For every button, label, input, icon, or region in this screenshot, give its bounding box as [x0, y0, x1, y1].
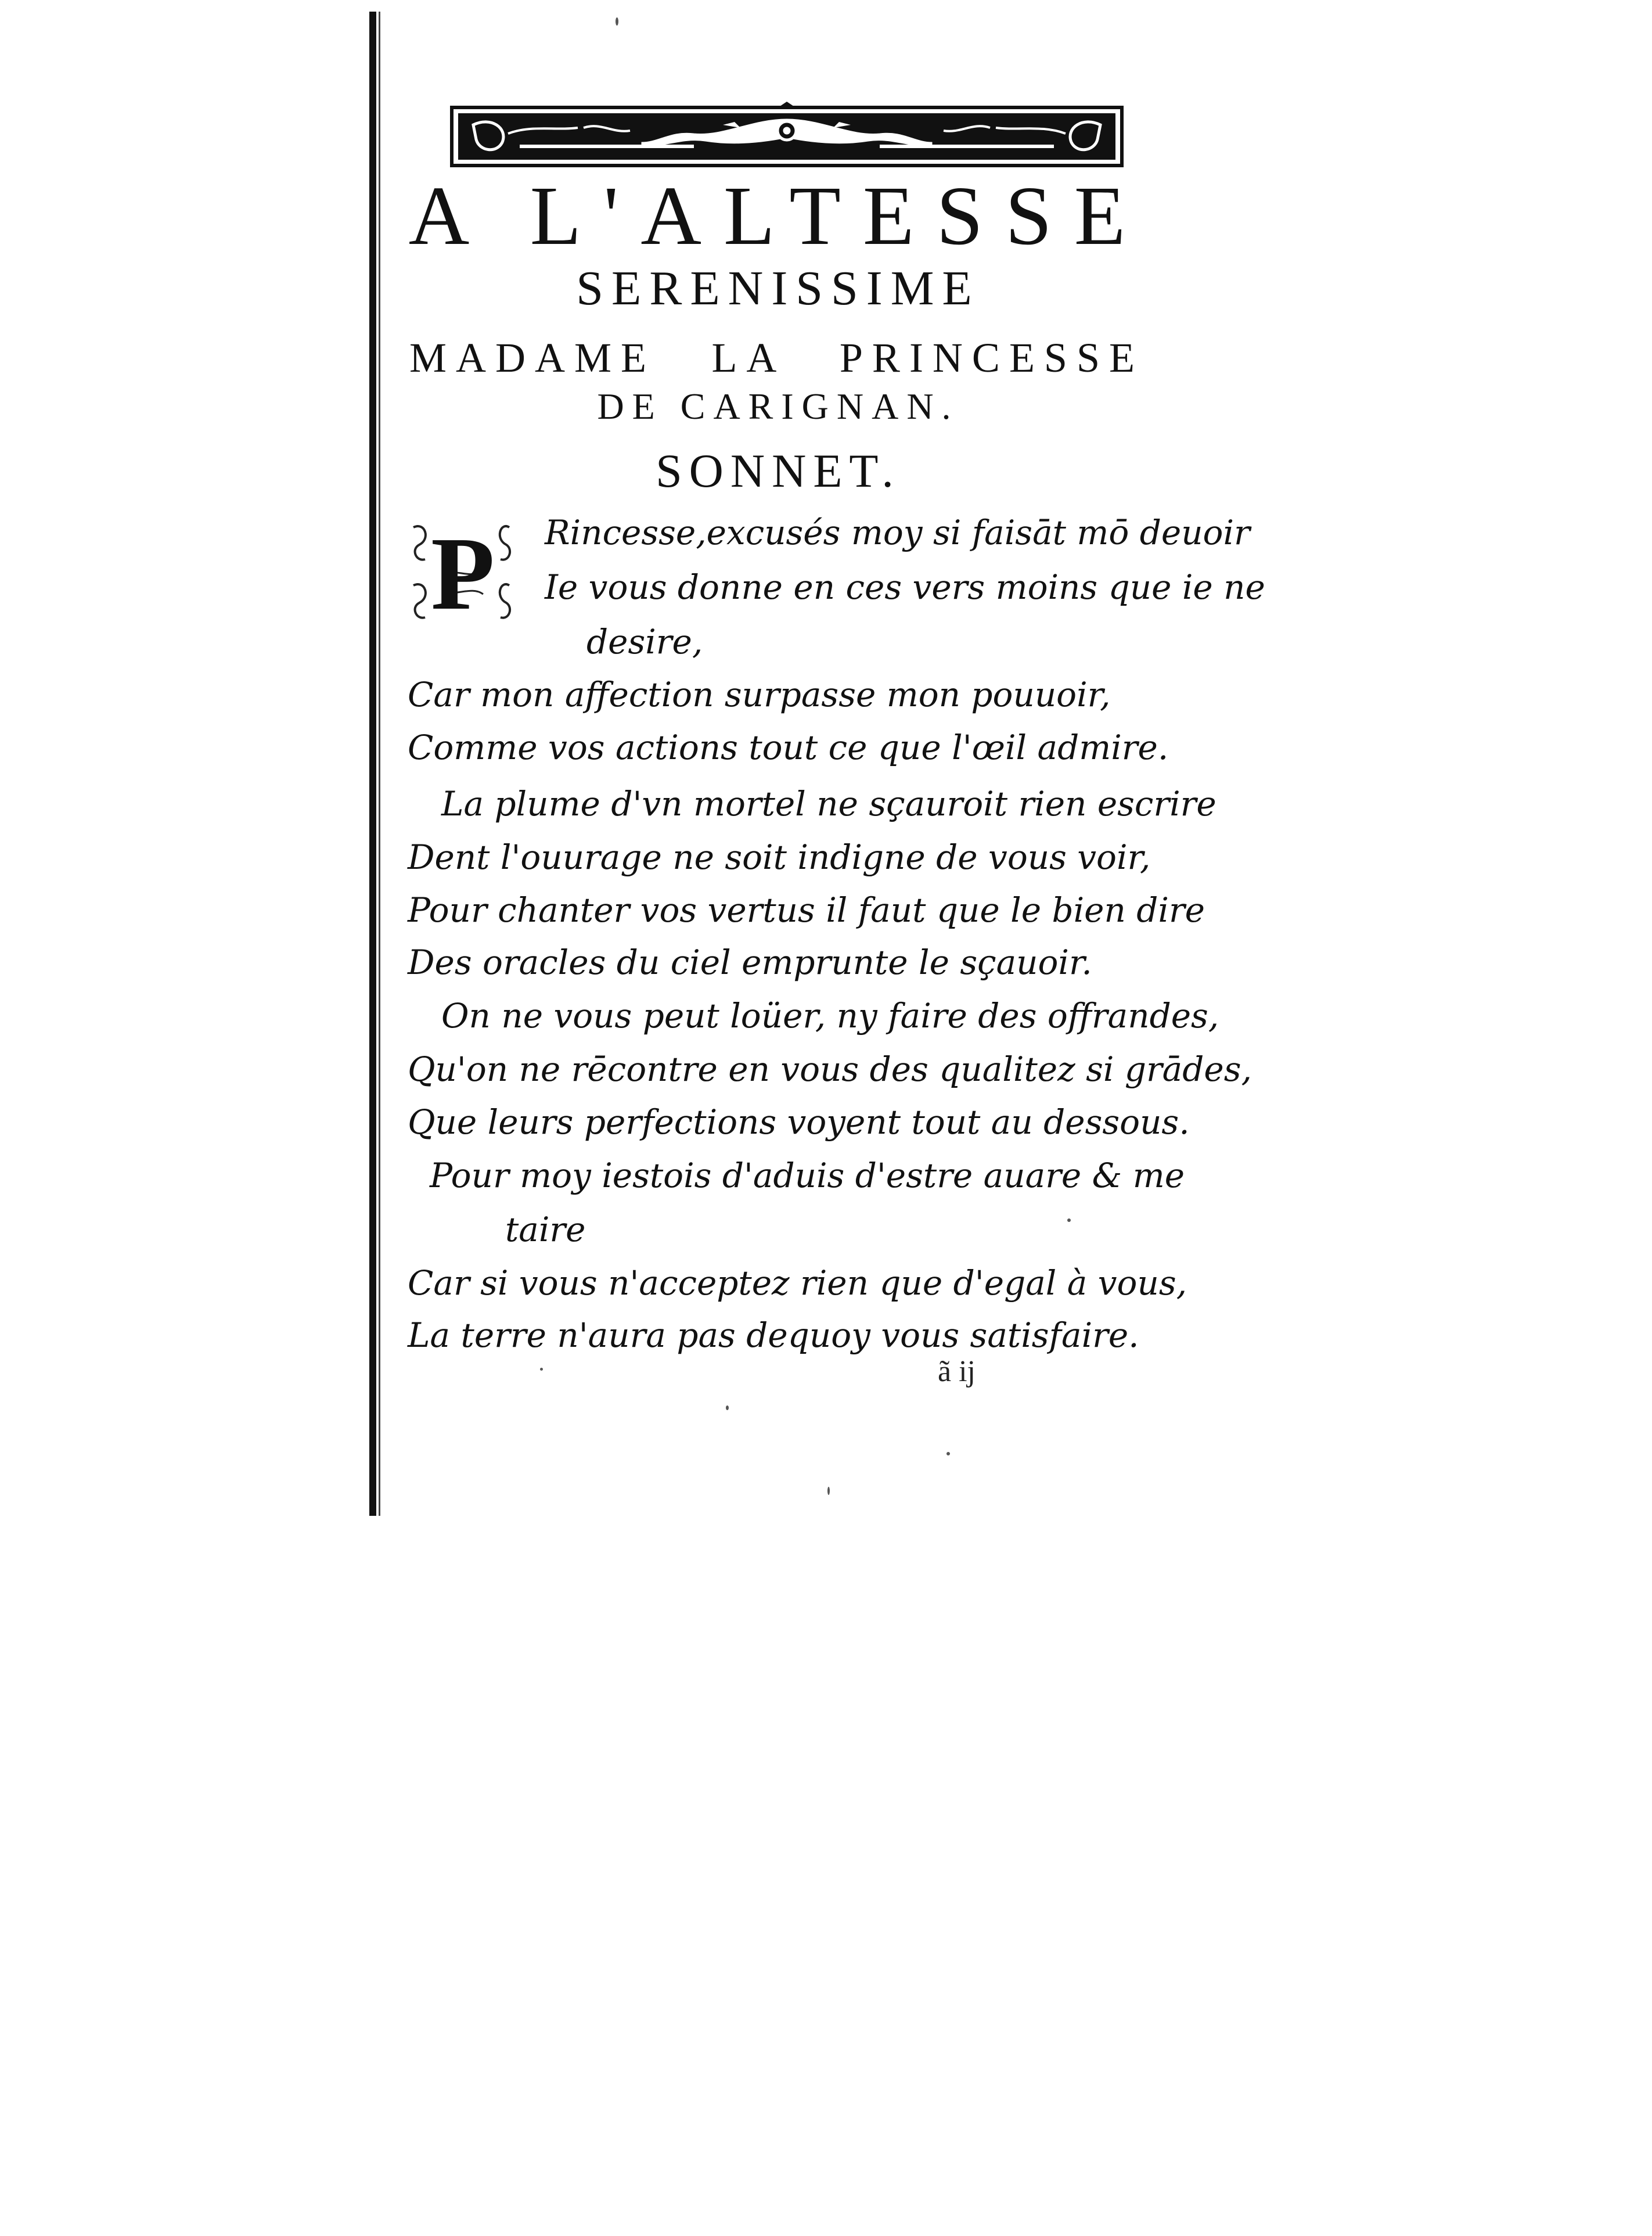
title-line-3: MADAME LA PRINCESSE	[409, 335, 1144, 381]
drop-cap-letter: P	[431, 516, 495, 626]
poem-line-2: Ie vous donne en ces vers moins que ie ne	[545, 567, 1265, 607]
poem-line-11: Qu'on ne rēcontre en vous des qualitez si grādes,	[408, 1049, 1252, 1089]
ornamental-headpiece	[450, 102, 1124, 171]
poem-line-3: desire,	[586, 622, 703, 662]
poem-line-1: Rincesse,excusés moy si faisāt mō deuoir	[545, 513, 1250, 552]
poem-line-14: taire	[505, 1210, 586, 1249]
poem-line-7: Dent l'ouurage ne soit indigne de vous voir,	[408, 837, 1151, 877]
paper-speck	[827, 1487, 830, 1495]
decorated-drop-cap	[408, 516, 518, 626]
page-gutter-shadow	[369, 12, 376, 1516]
poem-line-10: On ne vous peut loüer, ny faire des offrandes,	[441, 996, 1219, 1036]
paper-speck	[540, 1368, 543, 1371]
poem-line-13: Pour moy iestois d'aduis d'estre auare & me	[430, 1156, 1185, 1195]
poem-line-5: Comme vos actions tout ce que l'œil admire.	[408, 728, 1169, 767]
paper-speck	[1067, 1218, 1071, 1222]
title-line-4: DE CARIGNAN.	[597, 386, 959, 427]
paper-speck	[946, 1452, 950, 1455]
signature-mark: ã ij	[938, 1355, 976, 1388]
poem-line-12: Que leurs perfections voyent tout au dessous.	[408, 1102, 1190, 1142]
paper-speck	[616, 17, 618, 26]
poem-line-8: Pour chanter vos vertus il faut que le bien dire	[408, 890, 1205, 930]
title-line-1: A L'ALTESSE	[408, 170, 1148, 263]
poem-line-16: La terre n'aura pas dequoy vous satisfaire.	[408, 1315, 1139, 1355]
title-line-2: SERENISSIME	[576, 261, 980, 315]
poem-line-6: La plume d'vn mortel ne sçauroit rien escrire	[441, 784, 1216, 824]
poem-line-4: Car mon affection surpasse mon pouuoir,	[408, 675, 1111, 714]
paper-speck	[726, 1405, 729, 1410]
poem-line-9: Des oracles du ciel emprunte le sçauoir.	[408, 943, 1092, 982]
poem-line-15: Car si vous n'acceptez rien que d'egal à vous,	[408, 1263, 1187, 1303]
title-line-5: SONNET.	[656, 444, 901, 497]
page-gutter-line	[379, 12, 380, 1516]
